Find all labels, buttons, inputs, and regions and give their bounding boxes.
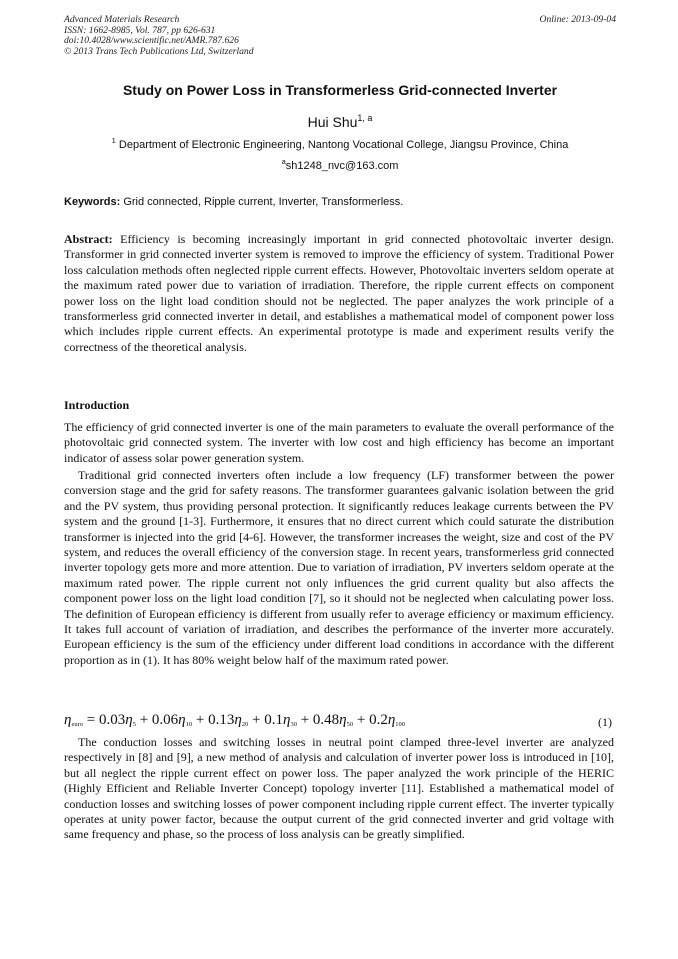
copyright-line: © 2013 Trans Tech Publications Ltd, Switzerland bbox=[64, 45, 254, 57]
intro-paragraph-1: The efficiency of grid connected inverter is one of the main parameters to evaluate the overall performance of the photovoltaic grid connected system. The inverter with low cost and high efficiency has become an important indicator of assess solar power generation system. bbox=[64, 420, 614, 465]
abstract-label: Abstract: bbox=[64, 232, 113, 246]
equation-eta: η bbox=[64, 712, 72, 728]
equation-term bbox=[369, 712, 405, 728]
term-sub: 20 bbox=[241, 721, 249, 728]
term-sub: 100 bbox=[395, 721, 406, 728]
equation-plus: + bbox=[248, 712, 265, 728]
intro-paragraph-3: The conduction losses and switching losses in neutral point clamped three-level inverter are analyzed respectively in [8] and [9], a new method of analysis and calculation of inverter power loss is introduced in [10], but all neglect the ripple current effect on power loss. The paper analyzed the work principle of the HERIC (Highly Efficient and Reliable Inverter Concept) topology inverter [11]. Established a mathematical model of conduction losses and switching losses of power component including ripple current effect. The inverter typically operates at unity power factor, because the output current of the grid connected inverter and grid voltage with same frequency and phase, so the process of loss analysis can be greatly simplified. bbox=[64, 735, 614, 842]
affiliation-line bbox=[64, 136, 616, 151]
author-superscript: 1, a bbox=[357, 113, 373, 123]
term-sub: 5 bbox=[132, 721, 136, 728]
term-coef: 0.1 bbox=[264, 712, 283, 728]
intro-paragraph-2: Traditional grid connected inverters often include a low frequency (LF) transformer between the power conversion stage and the grid for safety reasons. The transformer guarantees galvanic isolation between the grid and the PV system, thus providing personal protection. It significantly reduces leakage currents between the PV system and the ground [1-3]. Furthermore, it ensures that no direct current which could saturate the distribution transformer is injected into the grid [4-6]. However, the transformer increases the weight, size and cost of the PV system, and reduces the overall efficiency of the conversion stage. In recent years, transformerless grid connected inverter topology gets more and more attention. Due to variation of irradiation, PV inverters seldom operate at the maximum rated power. The ripple current not only influences the grid current quality but also affects the component power loss on the light load condition [7], so it should not be neglected when calculating power loss. The definition of European efficiency is different from usually refer to average efficiency or maximum efficiency. It takes full account of variation of irradiation, and describes the performance of the inverter more accurately. European efficiency is the sum of the efficiency under different load conditions in accordance with the different proportion as in (1). It has 80% weight below half of the maximum rated power. bbox=[64, 468, 614, 667]
term-coef: 0.2 bbox=[369, 712, 388, 728]
term-eta: η bbox=[234, 712, 242, 728]
abstract-paragraph bbox=[64, 232, 614, 355]
term-coef: 0.06 bbox=[151, 712, 179, 728]
equation-plus: + bbox=[135, 712, 152, 728]
journal-name: Advanced Materials Research bbox=[64, 14, 180, 25]
author-line bbox=[64, 114, 616, 130]
equation-plus: + bbox=[296, 712, 313, 728]
equation-lhs-sub: euro bbox=[71, 721, 84, 728]
abstract-text: Efficiency is becoming increasingly important in grid connected photovoltaic inverter design. Transformer in grid connected inverter system is removed to improve the efficiency of system. Traditional Power loss calculation methods often neglected ripple current effects. However, Photovoltaic inverters seldom operate at the maximum rated power due to variation of irradiation. Therefore, the ripple current effects on component power loss on the light load condition should not be neglected. The paper analyzes the work principle of a transformerless grid connected inverter in detail, and establishes a mathematical model of component power loss which includes ripple current effects. An experimental prototype is made and experiment results verify the correctness of the theoretical analysis. bbox=[64, 232, 614, 354]
email-address[interactable]: sh1248_nvc@163.com bbox=[285, 160, 399, 172]
term-eta: η bbox=[339, 712, 347, 728]
equation-number: (1) bbox=[598, 715, 612, 729]
term-sub: 30 bbox=[290, 721, 297, 728]
equation-plus: + bbox=[192, 712, 209, 728]
term-coef: 0.03 bbox=[98, 712, 126, 728]
term-eta: η bbox=[387, 712, 396, 728]
equation-plus: + bbox=[353, 712, 370, 728]
doi-line: doi:10.4028/www.scientific.net/AMR.787.626 bbox=[64, 35, 239, 47]
affiliation-superscript: 1 bbox=[111, 136, 116, 145]
email-superscript: a bbox=[281, 157, 286, 166]
term-eta: η bbox=[178, 712, 186, 728]
equation-term bbox=[208, 712, 248, 728]
email-line bbox=[64, 157, 616, 172]
affiliation-text: Department of Electronic Engineering, Nantong Vocational College, Jiangsu Province, China bbox=[118, 139, 569, 151]
equation-term bbox=[99, 712, 136, 728]
term-eta: η bbox=[283, 712, 291, 728]
equation-1 bbox=[64, 712, 612, 732]
equation-term bbox=[264, 712, 297, 728]
term-eta: η bbox=[125, 712, 133, 728]
term-coef: 0.13 bbox=[208, 712, 235, 728]
paper-title: Study on Power Loss in Transformerless Grid-connected Inverter bbox=[122, 82, 558, 98]
term-sub: 10 bbox=[185, 721, 193, 728]
term-sub: 50 bbox=[346, 721, 354, 728]
issn-line: ISSN: 1662-8985, Vol. 787, pp 626-631 bbox=[64, 24, 216, 36]
term-coef: 0.48 bbox=[312, 712, 340, 728]
introduction-heading: Introduction bbox=[64, 398, 130, 412]
keywords-text: Grid connected, Ripple current, Inverter, Transformerless. bbox=[123, 196, 404, 208]
keywords-line bbox=[64, 196, 616, 208]
keywords-label: Keywords: bbox=[64, 196, 121, 208]
journal-header bbox=[64, 15, 616, 57]
equation-term bbox=[313, 712, 353, 728]
equation-equals: = bbox=[83, 712, 99, 728]
online-date: Online: 2013-09-04 bbox=[539, 14, 616, 25]
author-name: Hui Shu bbox=[307, 114, 358, 130]
equation-term bbox=[152, 712, 192, 728]
